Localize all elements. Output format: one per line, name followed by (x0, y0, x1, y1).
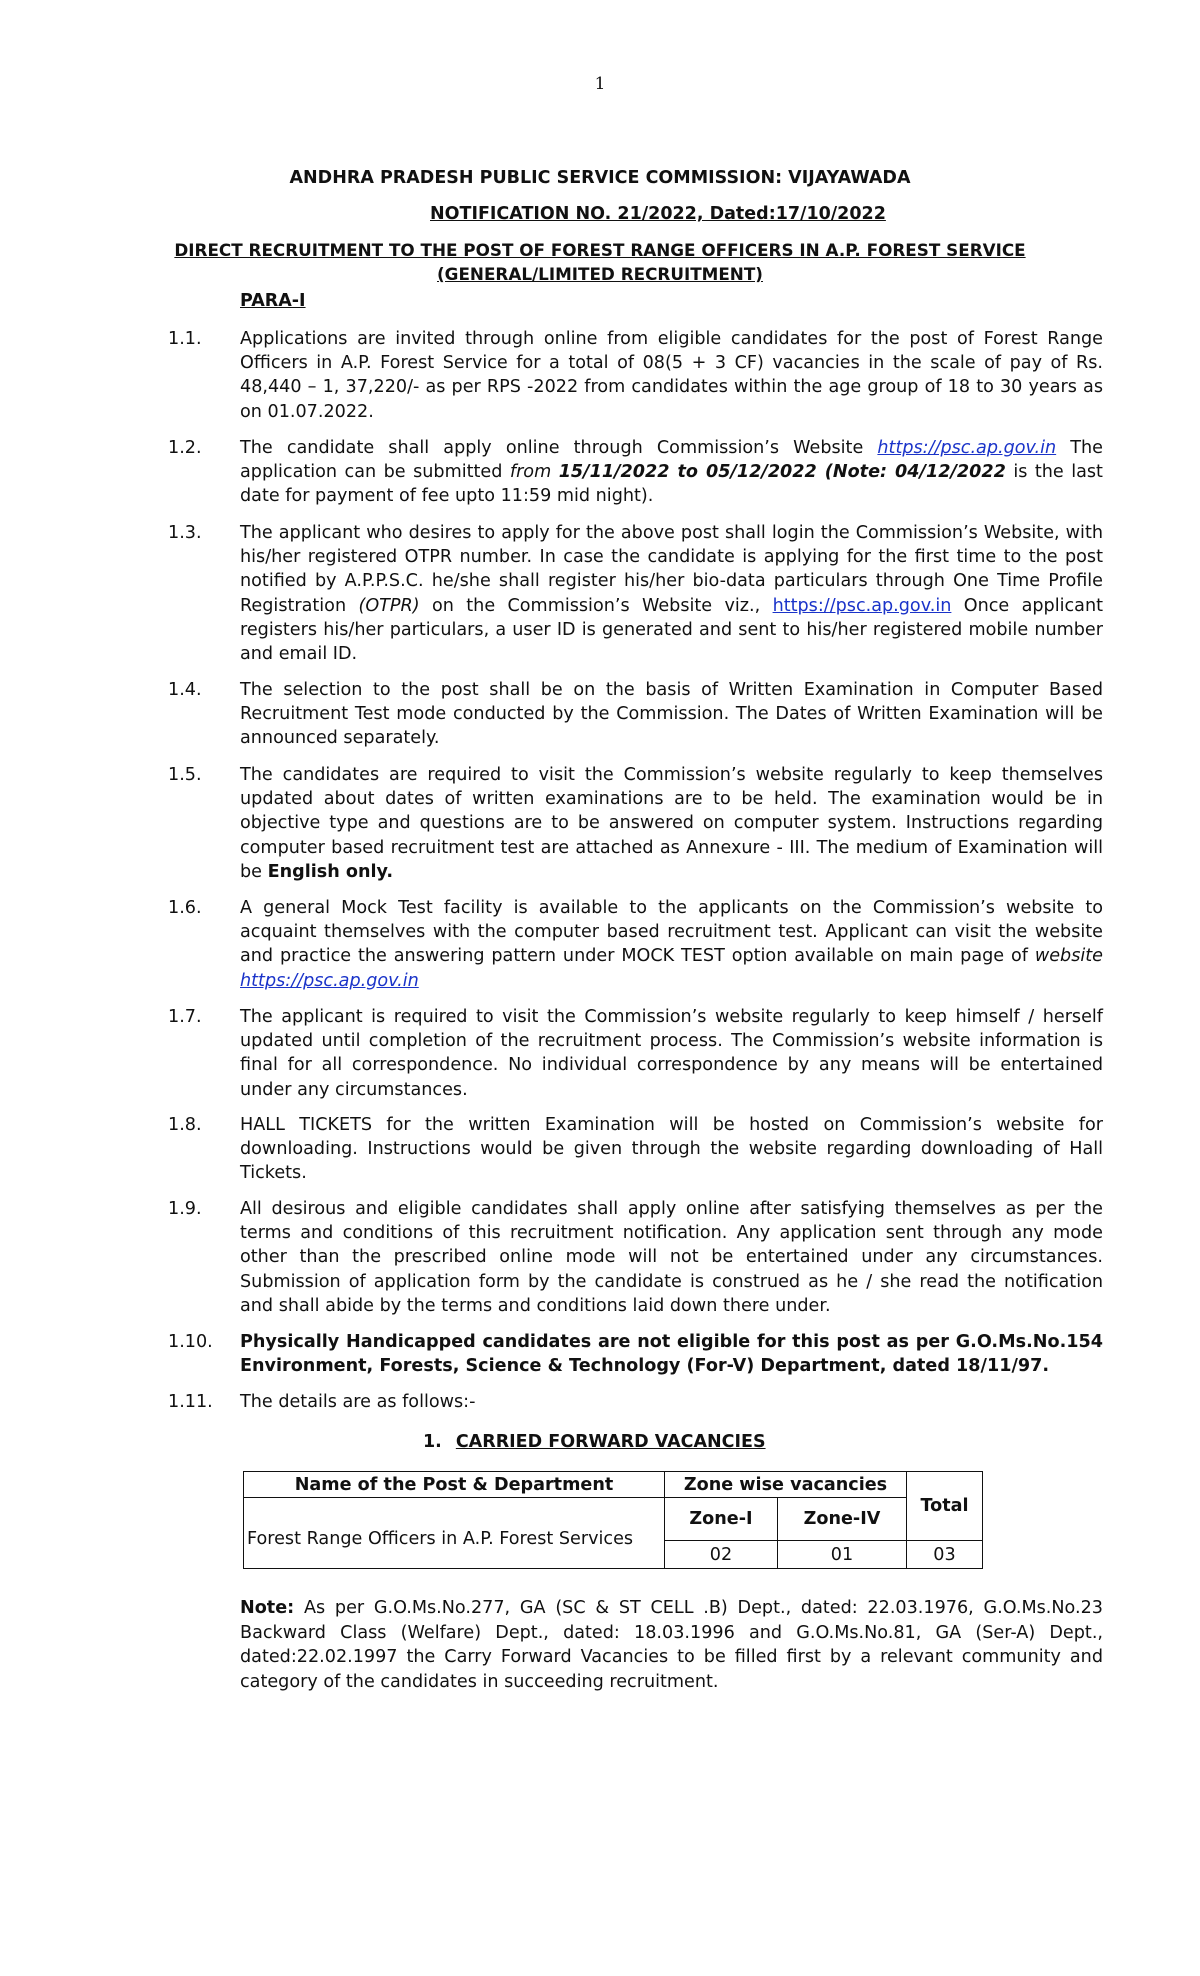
recruitment-subtitle: (GENERAL/LIMITED RECRUITMENT) (437, 264, 763, 284)
para-1-3 (168, 521, 1103, 666)
header-post: Name of the Post & Department (244, 1472, 665, 1498)
zone-4-header: Zone-IV (778, 1498, 907, 1541)
post-name: Forest Range Officers in A.P. Forest Services (244, 1498, 665, 1569)
website-link[interactable]: https://psc.ap.gov.in (772, 595, 952, 616)
para-text: The details are as follows:- (240, 1392, 476, 1412)
para-number: 1.4. (168, 680, 202, 700)
note-text: As per G.O.Ms.No.277, GA (SC & ST CELL .B) Dept., dated: 22.03.1976, G.O.Ms.No.23 Backward Class (Welfare) Dept., dated: 18.03.1996 and G.O.Ms.No.81, GA (Ser-A) Dept., dated:22.02.1997 the Carry Forward Vacancies to be filled first by a relevant community and category of the candidates in succeeding recruitment. (240, 1598, 1103, 1692)
para-number: 1.9. (168, 1199, 202, 1219)
notification-number: NOTIFICATION NO. 21/2022, Dated:17/10/2022 (430, 204, 886, 224)
para-1-7 (168, 1005, 1103, 1102)
commission-title: ANDHRA PRADESH PUBLIC SERVICE COMMISSION: VIJAYAWADA (289, 168, 911, 188)
para-number: 1.5. (168, 765, 202, 785)
section-title: CARRIED FORWARD VACANCIES (455, 1432, 766, 1452)
recruitment-title: DIRECT RECRUITMENT TO THE POST OF FOREST RANGE OFFICERS IN A.P. FOREST SERVICE (174, 240, 1026, 260)
note-label: Note: (240, 1598, 295, 1618)
para-1-5 (168, 763, 1103, 884)
header-total: Total (907, 1472, 983, 1541)
para-label: PARA-I (240, 291, 306, 311)
section-heading (423, 1432, 766, 1452)
page-number: 1 (594, 74, 606, 94)
para-1-8 (168, 1113, 1103, 1186)
para-number: 1.8. (168, 1115, 202, 1135)
para-1-11 (168, 1390, 1103, 1414)
zone-1-value: 02 (665, 1541, 778, 1569)
para-text: The applicant who desires to apply for the above post shall login the Commission’s Website, with his/her registered OTPR number. In case the candidate is applying for the first time to the post notified by A.P.P.S.C. he/she shall register his/her bio-data particulars through One Time Profile Registration (OTPR) on the Commission’s Website viz., https://psc.ap.gov.in Once applicant registers his/her particulars, a user ID is generated and sent to his/her registered mobile number and email ID. (240, 523, 1104, 665)
zone-1-header: Zone-I (665, 1498, 778, 1541)
para-number: 1.6. (168, 898, 202, 918)
para-1-2 (168, 436, 1103, 509)
para-1-1 (168, 327, 1103, 424)
para-number: 1.7. (168, 1007, 202, 1027)
note (240, 1596, 1103, 1694)
para-1-4 (168, 678, 1103, 751)
para-number: 1.2. (168, 438, 202, 458)
website-link[interactable]: https://psc.ap.gov.in (877, 438, 1057, 458)
para-1-6 (168, 896, 1103, 993)
para-number: 1.1. (168, 329, 202, 349)
para-text: Applications are invited through online from eligible candidates for the post of Forest Range Officers in A.P. Forest Service for a total of 08(5 + 3 CF) vacancies in the scale of pay of Rs. 48,440 – 1, 37,220/- as per RPS -2022 from candidates within the age group of 18 to 30 years as on 01.07.2022. (240, 329, 1103, 422)
para-text: The applicant is required to visit the Commission’s website regularly to keep himself / herself updated until completion of the recruitment process. The Commission’s website information is final for all correspondence. No individual correspondence by any means will be entertained under any circumstances. (240, 1007, 1103, 1100)
section-number: 1. (423, 1432, 442, 1452)
para-text: The selection to the post shall be on the basis of Written Examination in Computer Based Recruitment Test mode conducted by the Commission. The Dates of Written Examination will be announced separately. (240, 680, 1103, 749)
para-text: The candidates are required to visit the Commission’s website regularly to keep themselves updated about dates of written examinations are to be held. The examination would be in objective type and questions are to be answered on computer system. Instructions regarding computer based recruitment test are attached as Annexure - III. The medium of Examination will be English only. (240, 765, 1103, 882)
para-text: All desirous and eligible candidates shall apply online after satisfying themselves as per the terms and conditions of this recruitment notification. Any application sent through any mode other than the prescribed online mode will not be entertained under any circumstances. Submission of application form by the candidate is construed as he / she read the notification and shall abide by the terms and conditions laid down there under. (240, 1199, 1103, 1316)
website-link[interactable]: https://psc.ap.gov.in (240, 970, 419, 991)
para-1-9 (168, 1197, 1103, 1318)
zone-4-value: 01 (778, 1541, 907, 1569)
para-text: A general Mock Test facility is available to the applicants on the Commission’s website to acquaint themselves with the computer based recruitment test. Applicant can visit the website and practice the answering pattern under MOCK TEST option available on main page of website https://psc.ap.gov.in (240, 898, 1103, 991)
para-text: The candidate shall apply online through Commission’s Website https://psc.ap.gov.in The application can be submitted from 15/11/2022 to 05/12/2022 (Note: 04/12/2022 is the last date for payment of fee upto 11:59 mid night). (240, 438, 1103, 507)
para-number: 1.11. (168, 1392, 213, 1412)
vacancies-table (243, 1471, 983, 1569)
para-text: HALL TICKETS for the written Examination will be hosted on Commission’s website for downloading. Instructions would be given through the website regarding downloading of Hall Tickets. (240, 1115, 1103, 1184)
total-value: 03 (907, 1541, 983, 1569)
para-text: Physically Handicapped candidates are not eligible for this post as per G.O.Ms.No.154 Environment, Forests, Science & Technology (For-V) Department, dated 18/11/97. (240, 1332, 1103, 1377)
para-number: 1.10. (168, 1332, 213, 1352)
header-zone: Zone wise vacancies (665, 1472, 907, 1498)
para-1-10 (168, 1330, 1103, 1378)
para-number: 1.3. (168, 523, 202, 543)
